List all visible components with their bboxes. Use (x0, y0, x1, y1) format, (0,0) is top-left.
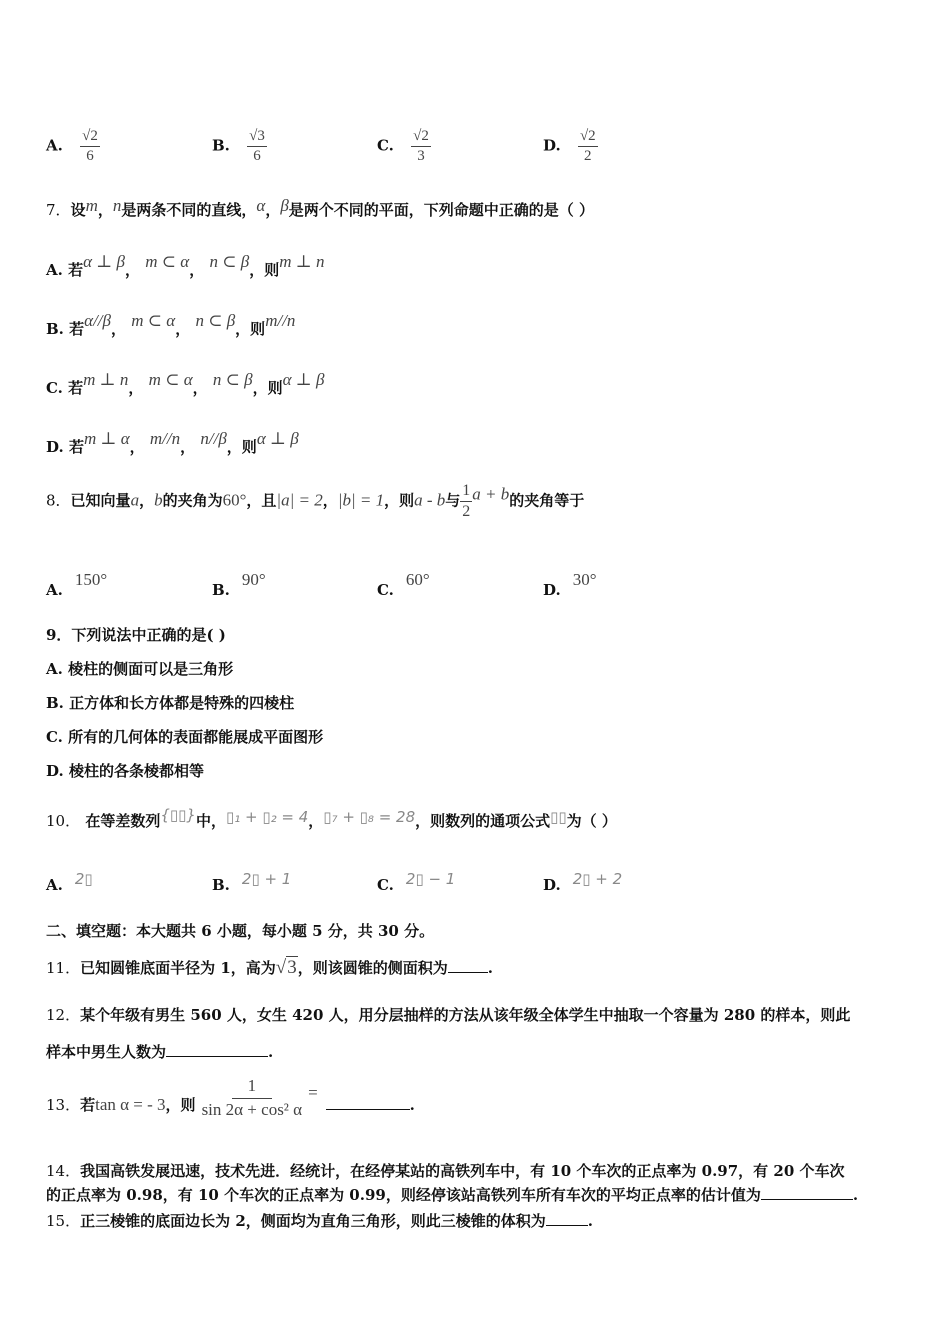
q12-line2: 样本中男生人数为 . (46, 1043, 274, 1061)
q14-line1: 14．我国高铁发展迅速，技术先进．经统计，在经停某站的高铁列车中，有 10 个车次的正点率为 0.97，有 20 个车次 (46, 1162, 845, 1180)
q14-answer-blank (761, 1185, 853, 1200)
q8-option-a: A.150° (46, 570, 108, 599)
q10-option-b: B. 2▯ + 1 (212, 870, 292, 894)
q15: 15．正三棱锥的底面边长为 2，侧面均为直角三角形，则此三棱锥的体积为 . (46, 1212, 593, 1230)
q12-line1: 12．某个年级有男生 560 人，女生 420 人，用分层抽样的方法从该年级全体学生中抽取一个容量为 280 的样本，则此 (46, 1006, 851, 1024)
q6-option-b-fraction: $\frac{√3}{6}$ (249, 128, 265, 164)
q8-option-c: C.60° (377, 570, 430, 599)
q8-half-fraction: $\frac{1}{2}$ (462, 482, 471, 520)
q10-stem: 10． 在等差数列{▯▯}中，▯₁ + ▯₂ = 4，▯₇ + ▯₈ = 28，则数列的通项公式▯▯为（ ） (46, 806, 617, 830)
q8-option-d: D.30° (543, 570, 597, 599)
q9-option-b: B. 正方体和长方体都是特殊的四棱柱 (46, 694, 295, 712)
q7-option-c: C. 若m ⊥ n， m ⊂ α， n ⊂ β，则α ⊥ β (46, 370, 325, 397)
q6-option-c-fraction: $\frac{√2}{3}$ (413, 128, 429, 164)
q9-option-c: C. 所有的几何体的表面都能展成平面图形 (46, 728, 324, 746)
q9-option-a: A. 棱柱的侧面可以是三角形 (46, 660, 234, 678)
q6-option-d: D. $\frac{√2}{2}$ (543, 128, 596, 164)
q10-option-d: D. 2▯ + 2 (543, 870, 623, 894)
q6-option-a: A. $\frac{√2}{6}$ (46, 128, 98, 164)
q9-stem: 9．下列说法中正确的是( ) (46, 626, 226, 644)
q6-option-b: B. $\frac{√3}{6}$ (212, 128, 265, 164)
q7-option-a: A. 若α ⊥ β， m ⊂ α， n ⊂ β，则m ⊥ n (46, 252, 325, 279)
q8-option-b: B.90° (212, 570, 266, 599)
q11-answer-blank (448, 958, 488, 973)
q11: 11．已知圆锥底面半径为 1，高为√3，则该圆锥的侧面积为 . (46, 957, 493, 978)
q11-sqrt: √3 (275, 957, 297, 978)
q13-answer-blank (326, 1095, 410, 1110)
q7-option-d: D. 若m ⊥ α， m//n， n//β，则α ⊥ β (46, 429, 299, 456)
q13-fraction: $\frac{1}{\text{sin 2α + cos² α}}$ (201, 1076, 303, 1119)
q10-option-c: C. 2▯ − 1 (377, 870, 456, 894)
q7-stem: 7．设m，n是两条不同的直线，α，β是两个不同的平面，下列命题中正确的是（ ） (46, 196, 595, 219)
q13: 13．若tan α = - 3，则 $\frac{1}{\text{sin 2α + cos² α}}$ =. (46, 1076, 415, 1119)
q12-answer-blank (166, 1042, 268, 1057)
section-heading-fill-in: 二、填空题：本大题共 6 小题，每小题 5 分，共 30 分。 (46, 922, 435, 940)
q7-option-b: B. 若α//β， m ⊂ α， n ⊂ β，则m//n (46, 311, 296, 338)
q14-line2: 的正点率为 0.98，有 10 个车次的正点率为 0.99，则经停该站高铁列车所有车次的平均正点率的估计值为 . (46, 1186, 859, 1204)
q8-stem: 8．已知向量a，b的夹角为60°，且|a| = 2，|b| = 1，则a - b与 $\frac{1}{2}$ a + b的夹角等于 (46, 482, 585, 520)
q9-option-d: D. 棱柱的各条棱都相等 (46, 762, 204, 780)
q15-answer-blank (546, 1211, 588, 1226)
q10-option-a: A. 2▯ (46, 870, 93, 894)
q6-option-d-fraction: $\frac{√2}{2}$ (579, 128, 596, 164)
q6-option-a-fraction: $\frac{√2}{6}$ (82, 128, 98, 164)
q6-option-c: C. $\frac{√2}{3}$ (377, 128, 429, 164)
